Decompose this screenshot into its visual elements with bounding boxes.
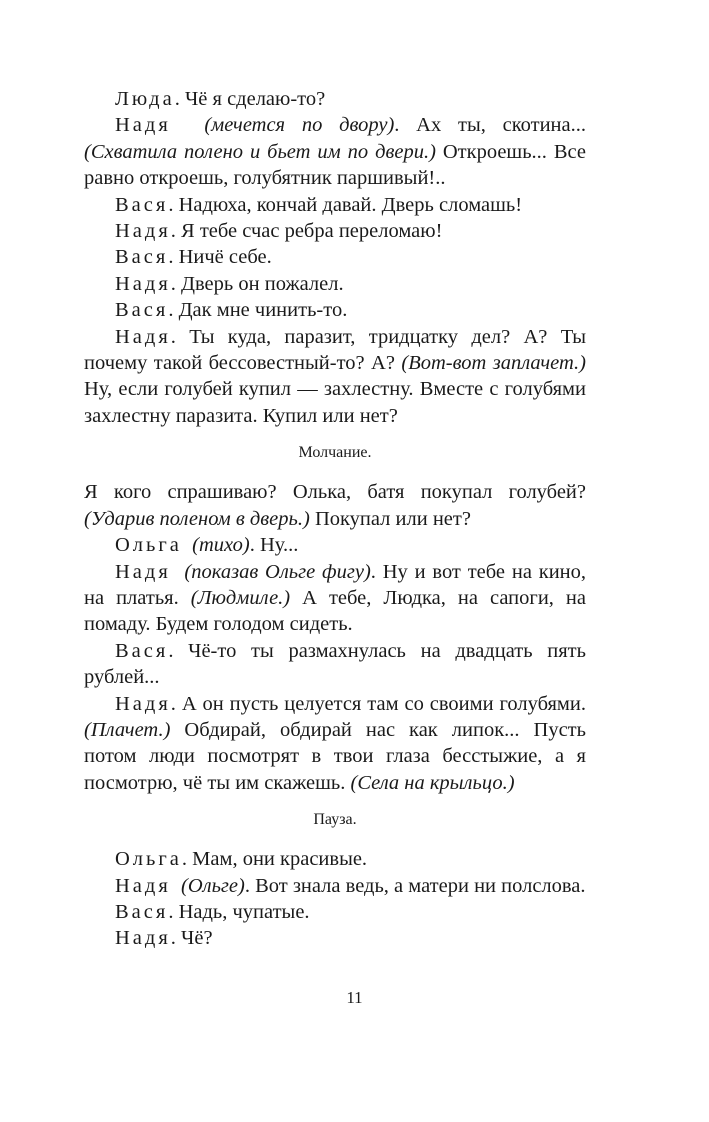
speech: . Чё-то ты размахнулась на двадцать пять рублей... (84, 639, 586, 689)
speaker: Ольга (115, 534, 182, 557)
speaker: Вася (115, 900, 169, 923)
stage-direction: (Людмиле.) (190, 586, 291, 609)
speaker: Люда (115, 88, 175, 110)
speech: . Ничё себе. (168, 246, 272, 269)
line-10 (84, 532, 586, 558)
speaker: Ольга (115, 848, 182, 871)
stage-direction: (Села на крыльцо.) (350, 771, 515, 794)
line-9 (84, 479, 586, 532)
stage-direction: (мечется по двору) (204, 114, 395, 137)
line-3 (84, 192, 586, 218)
speech: . Чё я сделаю-то? (174, 88, 326, 110)
speech: . Мам, они красивые. (181, 848, 368, 871)
line-4 (84, 218, 586, 244)
line-13 (84, 691, 586, 797)
line-6 (84, 271, 586, 297)
stage-direction: (Плачет.) (84, 718, 171, 741)
line-11 (84, 559, 586, 638)
speech: . Чё? (170, 927, 213, 950)
speaker: Вася (115, 246, 169, 269)
speech: . Ну... (249, 534, 299, 557)
speaker: Надя (115, 560, 171, 583)
speech: . Я тебе счас ребра переломаю! (170, 220, 443, 243)
speaker: Надя (115, 874, 171, 897)
speech: . Ты куда, паразит, тридцатку дел? А? Ты почему такой бессовестный-то? А? (84, 325, 586, 375)
speech: Обдирай, обдирай нас как липок... Пусть потом люди посмотрят в твои глаза бесстыжие, а я посмотрю, чё ты им скажешь. (84, 718, 586, 794)
stage-direction: (тихо) (192, 534, 250, 557)
line-16 (84, 899, 586, 925)
stage-direction: (показав Ольге фигу) (184, 560, 371, 583)
line-2 (84, 112, 586, 191)
speech: Покупал или нет? (309, 507, 471, 530)
stage-direction: (Ольге) (181, 874, 245, 897)
speech: А тебе, Людка, на сапоги, на помаду. Будем голодом сидеть. (84, 586, 586, 636)
speaker: Надя (115, 692, 171, 715)
page-number: 11 (346, 988, 363, 1007)
line-12 (84, 638, 586, 691)
speech: Я кого спрашиваю? Олька, батя покупал голубей? (84, 481, 586, 504)
speaker: Надя (115, 272, 171, 295)
speech: . Надь, чупатые. (168, 900, 310, 923)
line-15 (84, 873, 586, 899)
line-8 (84, 324, 586, 430)
speaker: Надя (115, 927, 171, 950)
speech: Откроешь... Все равно откроешь, голубятник паршивый!.. (84, 140, 586, 190)
play-text (84, 86, 586, 952)
speaker: Надя (115, 325, 171, 348)
speaker: Вася (115, 299, 169, 322)
speaker: Надя (115, 114, 171, 137)
speech: . А он пусть целуется там со своими голубями. (170, 692, 586, 715)
speech: . Ну и вот тебе на кино, на платья. (84, 560, 587, 609)
speech: . Надюха, кончай давай. Дверь сломашь! (168, 193, 523, 216)
stage-direction: (Схватила полено и бьет им по двери.) (84, 140, 436, 163)
line-7 (84, 297, 586, 323)
remark-silence: Молчание. (298, 444, 372, 462)
speaker: Надя (115, 220, 171, 243)
line-17 (84, 925, 586, 951)
speech: . Дак мне чинить-то. (168, 299, 348, 322)
speech: . Ах ты, скотина... (394, 114, 586, 137)
speech: Ну, если голубей купил — захлестну. Вместе с голубями захлестну паразита. Купил или нет? (84, 378, 586, 427)
speaker: Вася (115, 639, 169, 662)
line-1 (84, 86, 586, 112)
line-5 (84, 244, 586, 270)
remark-pause: Пауза. (313, 811, 357, 829)
speech: . Вот знала ведь, а матери ни полслова. (244, 874, 586, 897)
stage-direction: (Вот-вот заплачет.) (401, 352, 586, 375)
line-14 (84, 846, 586, 872)
speaker: Вася (115, 193, 169, 216)
speech: . Дверь он пожалел. (170, 272, 344, 295)
stage-direction: (Ударив поленом в дверь.) (84, 507, 310, 530)
